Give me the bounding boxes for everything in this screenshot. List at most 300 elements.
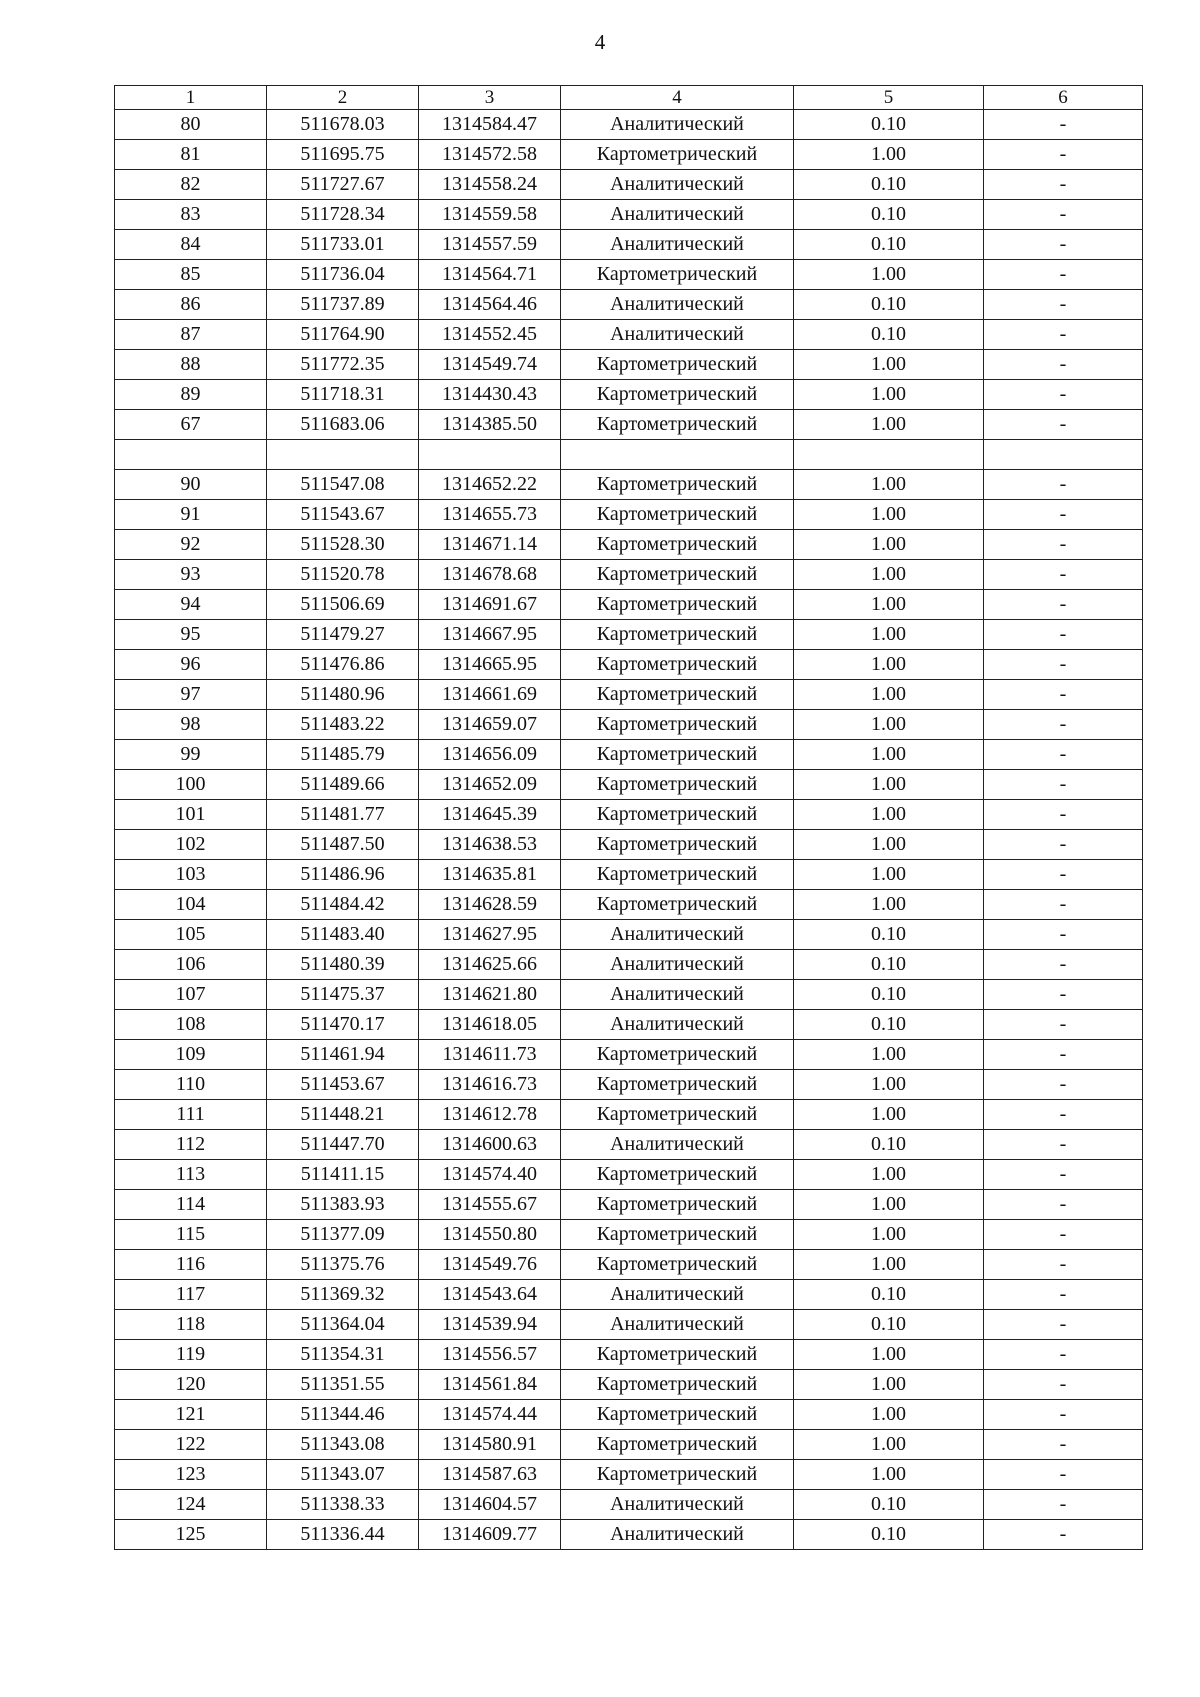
table-cell: 0.10 <box>794 170 984 200</box>
table-cell: 511487.50 <box>267 830 419 860</box>
table-cell: 1314580.91 <box>419 1430 561 1460</box>
table-cell: 511411.15 <box>267 1160 419 1190</box>
table-cell: Картометрический <box>561 470 794 500</box>
table-cell: - <box>984 410 1143 440</box>
table-cell: Картометрический <box>561 260 794 290</box>
table-cell: 114 <box>115 1190 267 1220</box>
table-cell: - <box>984 1520 1143 1550</box>
table-cell: 90 <box>115 470 267 500</box>
table-cell: 1314645.39 <box>419 800 561 830</box>
table-cell: - <box>984 680 1143 710</box>
table-cell: 1314584.47 <box>419 110 561 140</box>
table-cell: 1.00 <box>794 800 984 830</box>
table-cell: 511343.08 <box>267 1430 419 1460</box>
column-header: 3 <box>419 86 561 110</box>
column-header: 1 <box>115 86 267 110</box>
table-body <box>115 110 1143 1550</box>
table-cell: Аналитический <box>561 200 794 230</box>
table-cell: 1314612.78 <box>419 1100 561 1130</box>
table-cell: 111 <box>115 1100 267 1130</box>
table-cell: - <box>984 1280 1143 1310</box>
table-cell: Аналитический <box>561 1490 794 1520</box>
table-cell: 511470.17 <box>267 1010 419 1040</box>
table-cell: 1.00 <box>794 1370 984 1400</box>
table-cell: 1.00 <box>794 1400 984 1430</box>
table-cell: 1.00 <box>794 770 984 800</box>
table-cell: 1314574.40 <box>419 1160 561 1190</box>
table-cell: Картометрический <box>561 590 794 620</box>
table-row <box>115 380 1143 410</box>
table-cell: 511364.04 <box>267 1310 419 1340</box>
table-cell: - <box>984 140 1143 170</box>
table-cell: 1.00 <box>794 260 984 290</box>
table-cell: 1314611.73 <box>419 1040 561 1070</box>
table-cell: - <box>984 380 1143 410</box>
table-cell: Картометрический <box>561 740 794 770</box>
table-cell: Картометрический <box>561 1190 794 1220</box>
table-row <box>115 1400 1143 1430</box>
table-row <box>115 140 1143 170</box>
table-cell: 112 <box>115 1130 267 1160</box>
table-cell: Картометрический <box>561 530 794 560</box>
table-row <box>115 1310 1143 1340</box>
table-cell: 0.10 <box>794 1490 984 1520</box>
table-cell: 0.10 <box>794 200 984 230</box>
table-cell: 1314604.57 <box>419 1490 561 1520</box>
table-cell: Картометрический <box>561 1460 794 1490</box>
table-cell <box>419 440 561 470</box>
table-cell: 1314638.53 <box>419 830 561 860</box>
table-cell: 511483.22 <box>267 710 419 740</box>
table-cell: 1.00 <box>794 740 984 770</box>
table-cell: 98 <box>115 710 267 740</box>
table-cell: 1.00 <box>794 680 984 710</box>
table-cell: - <box>984 620 1143 650</box>
table-row <box>115 1520 1143 1550</box>
table-cell: Картометрический <box>561 770 794 800</box>
table-cell: 1314430.43 <box>419 380 561 410</box>
table-cell: 0.10 <box>794 230 984 260</box>
table-cell: 125 <box>115 1520 267 1550</box>
table-cell: - <box>984 1040 1143 1070</box>
table-cell: 511489.66 <box>267 770 419 800</box>
table-cell: - <box>984 290 1143 320</box>
table-cell: Картометрический <box>561 650 794 680</box>
table-cell: 103 <box>115 860 267 890</box>
table-cell: - <box>984 1490 1143 1520</box>
table-cell: 122 <box>115 1430 267 1460</box>
table-cell: 1314552.45 <box>419 320 561 350</box>
table-row <box>115 1130 1143 1160</box>
table-cell: Аналитический <box>561 230 794 260</box>
table-cell: - <box>984 1100 1143 1130</box>
table-cell: 1314691.67 <box>419 590 561 620</box>
table-cell: 1.00 <box>794 1070 984 1100</box>
table-cell: 119 <box>115 1340 267 1370</box>
table-cell: - <box>984 1190 1143 1220</box>
table-cell: 1314621.80 <box>419 980 561 1010</box>
table-cell: 1314564.46 <box>419 290 561 320</box>
table-cell: Картометрический <box>561 560 794 590</box>
coordinates-table <box>114 85 1143 1550</box>
table-cell: Аналитический <box>561 920 794 950</box>
table-cell: - <box>984 1430 1143 1460</box>
table-row <box>115 710 1143 740</box>
table-cell: - <box>984 350 1143 380</box>
table-cell: 80 <box>115 110 267 140</box>
page-number: 4 <box>594 30 606 54</box>
table-cell: 109 <box>115 1040 267 1070</box>
column-header: 6 <box>984 86 1143 110</box>
table-cell: 1.00 <box>794 1430 984 1460</box>
table-cell: - <box>984 1130 1143 1160</box>
table-cell: Картометрический <box>561 710 794 740</box>
table-row <box>115 650 1143 680</box>
table-cell: - <box>984 110 1143 140</box>
table-row <box>115 200 1143 230</box>
table-cell: 1314587.63 <box>419 1460 561 1490</box>
table-row <box>115 230 1143 260</box>
table-cell: 1314558.24 <box>419 170 561 200</box>
table-row <box>115 1460 1143 1490</box>
table-cell: 511369.32 <box>267 1280 419 1310</box>
table-cell: 1314572.58 <box>419 140 561 170</box>
table-cell: 0.10 <box>794 980 984 1010</box>
table-row <box>115 260 1143 290</box>
table-row <box>115 410 1143 440</box>
table-cell: - <box>984 320 1143 350</box>
table-cell: Картометрический <box>561 860 794 890</box>
table-cell: 1314656.09 <box>419 740 561 770</box>
table-cell: Картометрический <box>561 1220 794 1250</box>
table-cell <box>561 440 794 470</box>
table-cell: 1.00 <box>794 620 984 650</box>
table-cell: 102 <box>115 830 267 860</box>
table-cell: - <box>984 1400 1143 1430</box>
table-cell: 115 <box>115 1220 267 1250</box>
table-cell: 82 <box>115 170 267 200</box>
table-cell: Картометрический <box>561 1070 794 1100</box>
table-cell: Аналитический <box>561 950 794 980</box>
table-cell: 1314659.07 <box>419 710 561 740</box>
table-cell: 1.00 <box>794 530 984 560</box>
table-row <box>115 320 1143 350</box>
table-cell: 1314609.77 <box>419 1520 561 1550</box>
table-cell: 511383.93 <box>267 1190 419 1220</box>
table-cell: 1314627.95 <box>419 920 561 950</box>
table-cell: 1314655.73 <box>419 500 561 530</box>
table-cell: - <box>984 1460 1143 1490</box>
table-cell: 1314661.69 <box>419 680 561 710</box>
table-cell: 67 <box>115 410 267 440</box>
table-cell: 1.00 <box>794 710 984 740</box>
table-row <box>115 1280 1143 1310</box>
table-cell: 1.00 <box>794 890 984 920</box>
table-cell: 1314616.73 <box>419 1070 561 1100</box>
table-cell: 511528.30 <box>267 530 419 560</box>
table-cell: 1.00 <box>794 1250 984 1280</box>
table-row <box>115 500 1143 530</box>
table-cell: 511484.42 <box>267 890 419 920</box>
table-cell: Картометрический <box>561 1040 794 1070</box>
table-cell: 0.10 <box>794 950 984 980</box>
table-cell <box>115 440 267 470</box>
table-cell: - <box>984 260 1143 290</box>
table-cell: 88 <box>115 350 267 380</box>
table-cell: 1314652.22 <box>419 470 561 500</box>
table-cell: Картометрический <box>561 620 794 650</box>
column-header: 2 <box>267 86 419 110</box>
table-cell: 1314600.63 <box>419 1130 561 1160</box>
table-cell: 100 <box>115 770 267 800</box>
table-cell: - <box>984 1340 1143 1370</box>
table-cell: 511764.90 <box>267 320 419 350</box>
table-cell: 0.10 <box>794 1310 984 1340</box>
table-cell: 93 <box>115 560 267 590</box>
table-row <box>115 920 1143 950</box>
table-cell: 511448.21 <box>267 1100 419 1130</box>
table-cell: Аналитический <box>561 110 794 140</box>
table-cell: 96 <box>115 650 267 680</box>
table-cell: Аналитический <box>561 1280 794 1310</box>
table-cell: 1314556.57 <box>419 1340 561 1370</box>
table-cell: 511480.96 <box>267 680 419 710</box>
table-cell: - <box>984 740 1143 770</box>
table-cell: 1314574.44 <box>419 1400 561 1430</box>
table-cell: Картометрический <box>561 1400 794 1430</box>
table-cell: - <box>984 830 1143 860</box>
table-cell: 511695.75 <box>267 140 419 170</box>
table-cell: - <box>984 1310 1143 1340</box>
table-cell: 511485.79 <box>267 740 419 770</box>
table-row <box>115 350 1143 380</box>
table-cell: 511733.01 <box>267 230 419 260</box>
table-cell: 118 <box>115 1310 267 1340</box>
table-cell: 1.00 <box>794 140 984 170</box>
table-row <box>115 290 1143 320</box>
table-row <box>115 1160 1143 1190</box>
table-cell: - <box>984 170 1143 200</box>
table-cell: 0.10 <box>794 1280 984 1310</box>
table-cell <box>267 440 419 470</box>
table-row <box>115 1340 1143 1370</box>
table-cell: 123 <box>115 1460 267 1490</box>
table-cell: 1.00 <box>794 650 984 680</box>
table-cell: 105 <box>115 920 267 950</box>
table-row <box>115 530 1143 560</box>
table-cell: 110 <box>115 1070 267 1100</box>
table-cell: 1314652.09 <box>419 770 561 800</box>
table-row <box>115 1010 1143 1040</box>
table-cell: 511447.70 <box>267 1130 419 1160</box>
table-cell: 1314549.74 <box>419 350 561 380</box>
table-cell: 511728.34 <box>267 200 419 230</box>
table-row <box>115 800 1143 830</box>
table-cell: Картометрический <box>561 1370 794 1400</box>
table-cell: - <box>984 1250 1143 1280</box>
table-row <box>115 1070 1143 1100</box>
table-cell: 83 <box>115 200 267 230</box>
table-cell: 1.00 <box>794 380 984 410</box>
table-row <box>115 620 1143 650</box>
table-cell: Картометрический <box>561 800 794 830</box>
table-cell: 1.00 <box>794 830 984 860</box>
table-cell: 124 <box>115 1490 267 1520</box>
table-cell: 1314625.66 <box>419 950 561 980</box>
table-cell: Картометрический <box>561 380 794 410</box>
table-cell: Аналитический <box>561 1130 794 1160</box>
table-cell: 511718.31 <box>267 380 419 410</box>
table-cell: 1314550.80 <box>419 1220 561 1250</box>
table-cell: - <box>984 560 1143 590</box>
table-cell: 85 <box>115 260 267 290</box>
table-cell: 511678.03 <box>267 110 419 140</box>
table-cell: 0.10 <box>794 290 984 320</box>
table-row <box>115 1190 1143 1220</box>
table-cell: 511475.37 <box>267 980 419 1010</box>
table-cell: - <box>984 1370 1143 1400</box>
table-cell: - <box>984 710 1143 740</box>
table-cell: Картометрический <box>561 680 794 710</box>
table-cell: 511543.67 <box>267 500 419 530</box>
table-row <box>115 1430 1143 1460</box>
table-row <box>115 560 1143 590</box>
table-cell: Картометрический <box>561 500 794 530</box>
table-cell: 1.00 <box>794 1220 984 1250</box>
table-row <box>115 1490 1143 1520</box>
table-cell: 0.10 <box>794 1130 984 1160</box>
table-row <box>115 770 1143 800</box>
table-row <box>115 740 1143 770</box>
table-cell: 121 <box>115 1400 267 1430</box>
table-cell: - <box>984 230 1143 260</box>
table-cell: Аналитический <box>561 170 794 200</box>
table-cell: 1314678.68 <box>419 560 561 590</box>
table-cell: - <box>984 800 1143 830</box>
table-cell: Аналитический <box>561 1520 794 1550</box>
table-row <box>115 680 1143 710</box>
table-cell: 1314667.95 <box>419 620 561 650</box>
table-cell: 511476.86 <box>267 650 419 680</box>
table-cell: Картометрический <box>561 1340 794 1370</box>
table-cell: 511506.69 <box>267 590 419 620</box>
table-cell: 1.00 <box>794 860 984 890</box>
table-cell: 101 <box>115 800 267 830</box>
table-row <box>115 110 1143 140</box>
table-cell: - <box>984 770 1143 800</box>
table-cell: 87 <box>115 320 267 350</box>
table-cell: - <box>984 950 1143 980</box>
table-cell: 511338.33 <box>267 1490 419 1520</box>
table-cell: 99 <box>115 740 267 770</box>
table-row <box>115 590 1143 620</box>
table-cell: 511375.76 <box>267 1250 419 1280</box>
table-row <box>115 890 1143 920</box>
table-cell: 511683.06 <box>267 410 419 440</box>
table-row <box>115 830 1143 860</box>
table-cell: 511461.94 <box>267 1040 419 1070</box>
column-header: 4 <box>561 86 794 110</box>
table-row <box>115 1100 1143 1130</box>
table-cell: 511736.04 <box>267 260 419 290</box>
table-cell: - <box>984 1220 1143 1250</box>
table-cell: - <box>984 1070 1143 1100</box>
table-cell: 1314543.64 <box>419 1280 561 1310</box>
table-cell: 511343.07 <box>267 1460 419 1490</box>
table-cell: 1314618.05 <box>419 1010 561 1040</box>
table-cell: 84 <box>115 230 267 260</box>
table-cell: - <box>984 590 1143 620</box>
table-cell: 511520.78 <box>267 560 419 590</box>
table-cell: 104 <box>115 890 267 920</box>
table-cell: 116 <box>115 1250 267 1280</box>
table-cell: 511772.35 <box>267 350 419 380</box>
table-cell: 1314559.58 <box>419 200 561 230</box>
table-cell <box>984 440 1143 470</box>
table-cell: 1314557.59 <box>419 230 561 260</box>
table-cell: 0.10 <box>794 320 984 350</box>
table-row <box>115 950 1143 980</box>
table-cell: 1.00 <box>794 560 984 590</box>
table-cell: 1.00 <box>794 1340 984 1370</box>
table-cell: Картометрический <box>561 1160 794 1190</box>
table-cell: 511480.39 <box>267 950 419 980</box>
table-cell: - <box>984 200 1143 230</box>
table-row <box>115 170 1143 200</box>
table-cell: 120 <box>115 1370 267 1400</box>
table-cell: 1.00 <box>794 1100 984 1130</box>
table-cell: - <box>984 890 1143 920</box>
table-cell: Картометрический <box>561 830 794 860</box>
table-row <box>115 440 1143 470</box>
table-cell: 89 <box>115 380 267 410</box>
table-row <box>115 1370 1143 1400</box>
table-cell: Аналитический <box>561 980 794 1010</box>
table-row <box>115 980 1143 1010</box>
table-cell: 511481.77 <box>267 800 419 830</box>
table-cell: Аналитический <box>561 1010 794 1040</box>
table-cell: 511336.44 <box>267 1520 419 1550</box>
table-cell: 91 <box>115 500 267 530</box>
table-cell: 511486.96 <box>267 860 419 890</box>
table-cell: 1314561.84 <box>419 1370 561 1400</box>
table-cell: Картометрический <box>561 1100 794 1130</box>
table-cell: 0.10 <box>794 1520 984 1550</box>
table-cell: Картометрический <box>561 140 794 170</box>
table-cell: 81 <box>115 140 267 170</box>
table-cell: 106 <box>115 950 267 980</box>
table-cell: 1.00 <box>794 500 984 530</box>
table-cell: 1.00 <box>794 1040 984 1070</box>
table-cell: 1314665.95 <box>419 650 561 680</box>
table-cell: 97 <box>115 680 267 710</box>
table-cell: 1.00 <box>794 350 984 380</box>
table-cell: - <box>984 500 1143 530</box>
table-cell: 1314671.14 <box>419 530 561 560</box>
table-cell: 1.00 <box>794 590 984 620</box>
table-cell: 1314385.50 <box>419 410 561 440</box>
table-cell: 511727.67 <box>267 170 419 200</box>
table-cell: 94 <box>115 590 267 620</box>
table-cell: - <box>984 530 1143 560</box>
table-cell: 1.00 <box>794 410 984 440</box>
table-cell: 511354.31 <box>267 1340 419 1370</box>
table-cell: Аналитический <box>561 320 794 350</box>
table-row <box>115 860 1143 890</box>
table-cell: Картометрический <box>561 410 794 440</box>
table-cell <box>794 440 984 470</box>
table-cell: 86 <box>115 290 267 320</box>
